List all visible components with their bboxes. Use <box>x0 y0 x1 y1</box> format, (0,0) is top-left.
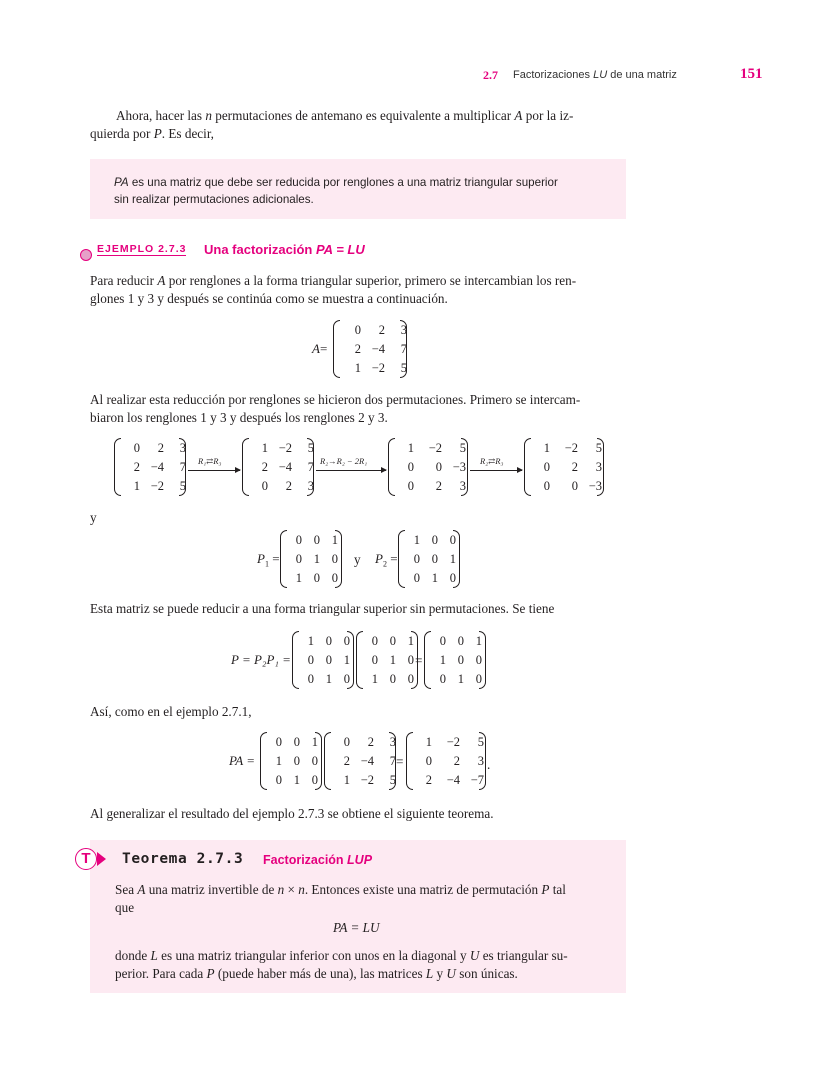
matrix-cell: 5 <box>595 441 602 455</box>
matrix-cell: 0 <box>371 634 378 648</box>
section-number: 2.7 <box>483 68 498 82</box>
matrix-cell: −4 <box>371 342 385 356</box>
matrix-cell: 0 <box>325 634 332 648</box>
matrix-cell: −4 <box>360 754 374 768</box>
matrix-cell: 0 <box>261 479 268 493</box>
matrix-cell: 0 <box>311 773 318 787</box>
product-pa-equals: = <box>396 754 404 769</box>
matrix-cell: 2 <box>285 479 292 493</box>
matrix-cell: 3 <box>389 735 396 749</box>
matrix-cell: 0 <box>425 754 432 768</box>
matrix-cell: 0 <box>307 672 314 686</box>
matrix-cell: 0 <box>343 672 350 686</box>
example-bullet-icon <box>80 249 92 261</box>
matrix-cell: 1 <box>293 773 300 787</box>
matrix-cell: 0 <box>439 672 446 686</box>
matrix-cell: −2 <box>278 441 292 455</box>
matrix-cell: 1 <box>371 672 378 686</box>
matrix-a <box>333 320 407 378</box>
matrix-cell: 1 <box>343 773 350 787</box>
matrix-cell: 1 <box>307 634 314 648</box>
chain-op-1: R₁⇄R₃ <box>198 456 222 466</box>
matrix-cell: 5 <box>179 479 186 493</box>
matrix-cell: 1 <box>389 653 396 667</box>
example-title: Una factorización PA = LU <box>204 242 365 257</box>
chain-matrix-1 <box>114 438 186 496</box>
matrix-cell: 0 <box>343 634 350 648</box>
matrix-cell: 0 <box>407 653 414 667</box>
matrix-cell: 5 <box>307 441 314 455</box>
matrix-cell: 7 <box>389 754 396 768</box>
matrix-cell: 0 <box>275 735 282 749</box>
matrix-cell: 0 <box>331 571 338 585</box>
matrix-cell: 0 <box>435 460 442 474</box>
matrix-cell: 0 <box>343 735 350 749</box>
intro-line-1: Ahora, hacer las n permutaciones de antemano es equivalente a multiplicar A por la iz- <box>116 108 574 123</box>
perm-conjunction: y <box>354 552 361 567</box>
matrix-cell: 1 <box>295 571 302 585</box>
matrix-cell: 0 <box>543 479 550 493</box>
theorem-line-4: perior. Para cada P (puede haber más de una), las matrices L y U son únicas. <box>115 966 518 981</box>
matrix-cell: 1 <box>413 533 420 547</box>
matrix-cell: 5 <box>400 361 407 375</box>
matrix-cell: 0 <box>295 533 302 547</box>
matrix-a-label: A= <box>312 341 328 356</box>
product-p-m2 <box>356 631 418 689</box>
matrix-cell: 1 <box>425 735 432 749</box>
matrix-cell: 0 <box>413 552 420 566</box>
chain-op-3: R₂⇄R₃ <box>480 456 504 466</box>
product-pa-m1 <box>260 732 322 790</box>
matrix-cell: 3 <box>307 479 314 493</box>
product-pa-m2 <box>324 732 396 790</box>
matrix-cell: 0 <box>354 323 361 337</box>
matrix-cell: 1 <box>325 672 332 686</box>
matrix-cell: 1 <box>311 735 318 749</box>
matrix-cell: 2 <box>157 441 164 455</box>
matrix-cell: 0 <box>133 441 140 455</box>
matrix-cell: −2 <box>564 441 578 455</box>
matrix-cell: 3 <box>400 323 407 337</box>
matrix-cell: 1 <box>457 672 464 686</box>
matrix-cell: 1 <box>275 754 282 768</box>
matrix-cell: 1 <box>439 653 446 667</box>
chain-matrix-3 <box>388 438 468 496</box>
matrix-cell: 2 <box>367 735 374 749</box>
matrix-cell: 1 <box>431 571 438 585</box>
matrix-cell: 0 <box>275 773 282 787</box>
matrix-cell: −4 <box>278 460 292 474</box>
matrix-cell: 1 <box>343 653 350 667</box>
matrix-cell: 5 <box>389 773 396 787</box>
matrix-cell: 2 <box>453 754 460 768</box>
matrix-cell: −2 <box>371 361 385 375</box>
theorem-equation: PA = LU <box>333 920 380 935</box>
matrix-cell: −7 <box>470 773 484 787</box>
matrix-cell: 1 <box>407 441 414 455</box>
matrix-cell: 0 <box>439 634 446 648</box>
theorem-line-2: que <box>115 900 135 915</box>
matrix-cell: 0 <box>325 653 332 667</box>
chain-arrow-2 <box>316 470 386 471</box>
matrix-cell: 0 <box>371 653 378 667</box>
matrix-cell: 5 <box>459 441 466 455</box>
matrix-cell: −4 <box>446 773 460 787</box>
product-pa-period: . <box>487 757 491 772</box>
matrix-cell: 1 <box>354 361 361 375</box>
chain-arrow-3 <box>470 470 522 471</box>
matrix-cell: 0 <box>407 672 414 686</box>
theorem-line-3: donde L es una matriz triangular inferior con unos en la diagonal y U es triangular su- <box>115 948 568 963</box>
matrix-cell: 1 <box>407 634 414 648</box>
page-number: 151 <box>740 66 763 82</box>
matrix-cell: 0 <box>449 571 456 585</box>
no-perm-paragraph: Esta matriz se puede reducir a una forma triangular superior sin permutaciones. Se tiene <box>90 601 555 616</box>
matrix-cell: 0 <box>389 672 396 686</box>
reduce-line-1: Para reducir A por renglones a la forma triangular superior, primero se intercambian los ren- <box>90 273 577 288</box>
theorem-arrow-icon <box>97 852 106 866</box>
chain-arrow-1 <box>188 470 240 471</box>
theorem-title: Factorización LUP <box>263 853 373 867</box>
matrix-cell: 0 <box>311 754 318 768</box>
matrix-cell: 7 <box>179 460 186 474</box>
matrix-cell: 1 <box>475 634 482 648</box>
matrix-cell: 2 <box>133 460 140 474</box>
matrix-cell: 1 <box>331 533 338 547</box>
matrix-cell: 7 <box>307 460 314 474</box>
matrix-cell: 0 <box>449 533 456 547</box>
p1-label: $P_1$ = <box>257 551 280 569</box>
product-p-result <box>424 631 486 689</box>
matrix-cell: 0 <box>293 754 300 768</box>
matrix-cell: 1 <box>543 441 550 455</box>
chain-matrix-4 <box>524 438 604 496</box>
matrix-p2 <box>398 530 460 588</box>
example-label: EJEMPLO 2.7.3 <box>97 243 187 255</box>
matrix-cell: 0 <box>313 571 320 585</box>
matrix-cell: 0 <box>475 672 482 686</box>
generalize-paragraph: Al generalizar el resultado del ejemplo 2.7.3 se obtiene el siguiente teorema. <box>90 806 494 821</box>
matrix-cell: −3 <box>452 460 466 474</box>
matrix-cell: −4 <box>150 460 164 474</box>
matrix-cell: 0 <box>331 552 338 566</box>
matrix-cell: −2 <box>360 773 374 787</box>
matrix-cell: 2 <box>343 754 350 768</box>
highlight-box-text: PA es una matriz que debe ser reducida por renglones a una matriz triangular superior sin realizar permutaciones adicionales. <box>114 176 558 206</box>
matrix-cell: 0 <box>475 653 482 667</box>
matrix-cell: 0 <box>407 460 414 474</box>
matrix-cell: 2 <box>378 323 385 337</box>
matrix-p1 <box>280 530 342 588</box>
section-title: Factorizaciones LU de una matriz <box>513 69 677 81</box>
matrix-cell: 0 <box>457 653 464 667</box>
theorem-badge-icon: T <box>75 848 97 870</box>
chain-op-2: R₂→R₂ − 2R₁ <box>320 456 368 466</box>
matrix-cell: 3 <box>179 441 186 455</box>
y-word: y <box>90 510 97 525</box>
product-pa-lhs: PA = <box>229 753 255 768</box>
matrix-cell: 3 <box>459 479 466 493</box>
matrix-cell: 0 <box>543 460 550 474</box>
p2-label: $P_2$ = <box>375 551 398 569</box>
matrix-cell: 3 <box>595 460 602 474</box>
matrix-cell: 0 <box>295 552 302 566</box>
matrix-cell: 7 <box>400 342 407 356</box>
matrix-cell: 0 <box>313 533 320 547</box>
theorem-label: Teorema 2.7.3 <box>122 851 244 867</box>
matrix-cell: −2 <box>428 441 442 455</box>
ops-line-2: biaron los renglones 1 y 3 y después los renglones 2 y 3. <box>90 410 388 425</box>
matrix-cell: 0 <box>307 653 314 667</box>
matrix-cell: 3 <box>477 754 484 768</box>
product-pa-result <box>406 732 486 790</box>
product-p-equals: = <box>415 653 423 668</box>
matrix-cell: 1 <box>313 552 320 566</box>
matrix-cell: 2 <box>435 479 442 493</box>
product-p-m1 <box>292 631 354 689</box>
matrix-cell: 0 <box>431 552 438 566</box>
matrix-cell: 2 <box>425 773 432 787</box>
matrix-cell: 1 <box>261 441 268 455</box>
matrix-cell: 0 <box>431 533 438 547</box>
ops-line-1: Al realizar esta reducción por renglones se hicieron dos permutaciones. Primero se intercam- <box>90 392 581 407</box>
matrix-cell: 1 <box>133 479 140 493</box>
theorem-line-1: Sea A una matriz invertible de n × n. Entonces existe una matriz de permutación P tal <box>115 882 566 897</box>
reduce-line-2: glones 1 y 3 y después se continúa como se muestra a continuación. <box>90 291 448 306</box>
matrix-cell: 2 <box>571 460 578 474</box>
matrix-cell: −2 <box>446 735 460 749</box>
matrix-cell: 2 <box>261 460 268 474</box>
matrix-cell: 0 <box>413 571 420 585</box>
matrix-cell: 0 <box>293 735 300 749</box>
chain-matrix-2 <box>242 438 314 496</box>
matrix-cell: 0 <box>571 479 578 493</box>
matrix-cell: 0 <box>389 634 396 648</box>
matrix-cell: −2 <box>150 479 164 493</box>
as-example-paragraph: Así, como en el ejemplo 2.7.1, <box>90 704 252 719</box>
matrix-cell: 2 <box>354 342 361 356</box>
matrix-cell: 1 <box>449 552 456 566</box>
matrix-cell: 0 <box>407 479 414 493</box>
product-p-lhs: P = P₂P₁ = <box>231 652 291 667</box>
matrix-cell: 0 <box>457 634 464 648</box>
matrix-cell: 5 <box>477 735 484 749</box>
matrix-cell: −3 <box>588 479 602 493</box>
intro-line-2: quierda por P. Es decir, <box>90 126 214 141</box>
